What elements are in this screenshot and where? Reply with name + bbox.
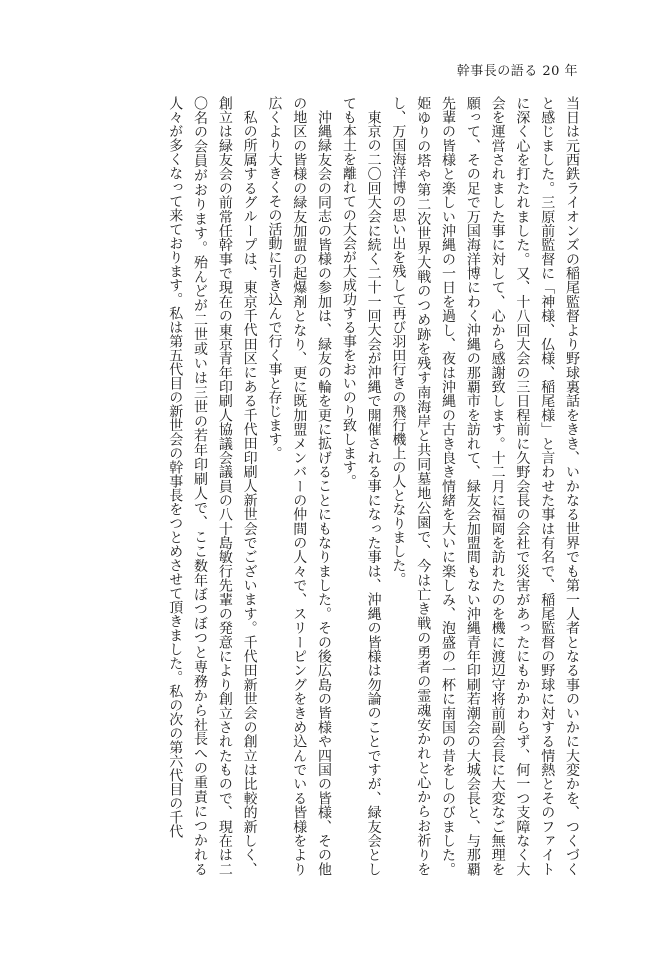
body-text — [60, 96, 584, 876]
paragraph-2: 東京の二〇回大会に続く二十一回大会が沖縄で開催される事になった事は、沖縄の皆様は勿論のことですが、緑友会としても本土を離れての大会が大成功する事をおいのり致します。 — [340, 96, 382, 876]
paragraph-3: 沖縄緑友会の同志の皆様の参加は、緑友の輪を更に拡げることにもなりました。その後広島の皆様や四国の皆様、その他の地区の皆様の緑友加盟の起爆剤となり、更に既加盟メンバーの仲間の人々で、スリーピングをきめ込んでいる皆様をより広くより大きくその活動に引き込んで行く事と存じます。 — [266, 96, 333, 876]
paragraph-4: 私の所属するグループは、東京千代田区にある千代田印刷人新世会でございます。千代田新世会の創立は比較的新しく、創立は緑友会の前常任幹事で現在の東京青年印刷人協議会議員の八十島敏行先輩の発意により創立されたもので、現在は二〇名の会員がおります。殆んどが二世或いは三世の若年印刷人で、ここ数年ぼつぼつと専務から社長への重責につかれる人々が多くなって来ております。私は第五代目の新世会の幹事長をつとめさせて頂きました。私の次の第六代目の千代 — [167, 96, 258, 876]
paragraph-1: 当日は元西鉄ライオンズの稲尾監督より野球裏話をきき、いかなる世界でも第一人者となる事のいかに大変かを、つくづくと感じました。三原前監督に「神様、仏様、稲尾様」と言わせた事は有名で、稲尾監督の野球に対する情熱とそのファイトに深く心を打たれました。又、十八回大会の三日程前に久野会長の会社で災害があったにもかかわらず、何一つ支障なく大会を運営されました事に対して、心から感謝致します。十二月に福岡を訪れたのを機に渡辺守将前副会長に大変なご無理を願って、その足で万国海洋博にわく沖縄の那覇市を訪れて、緑友会加盟間もない沖縄青年印刷若潮会の大城会長と、与那覇先輩の皆様と楽しい沖縄の一日を過し、夜は沖縄の古き良き情緒を大いに楽しみ、泡盛の一杯に南国の昔をしのびました。姫ゆりの塔や第二次世界大戦のつめ跡を残す南海岸と共同墓地公園で、今は亡き戦の勇者の霊魂安かれと心からお祈りをし、万国海洋博の思い出を残して再び羽田行きの飛行機上の人となりました。 — [390, 96, 580, 876]
running-header: 幹事長の語る 20 年 — [456, 64, 578, 79]
